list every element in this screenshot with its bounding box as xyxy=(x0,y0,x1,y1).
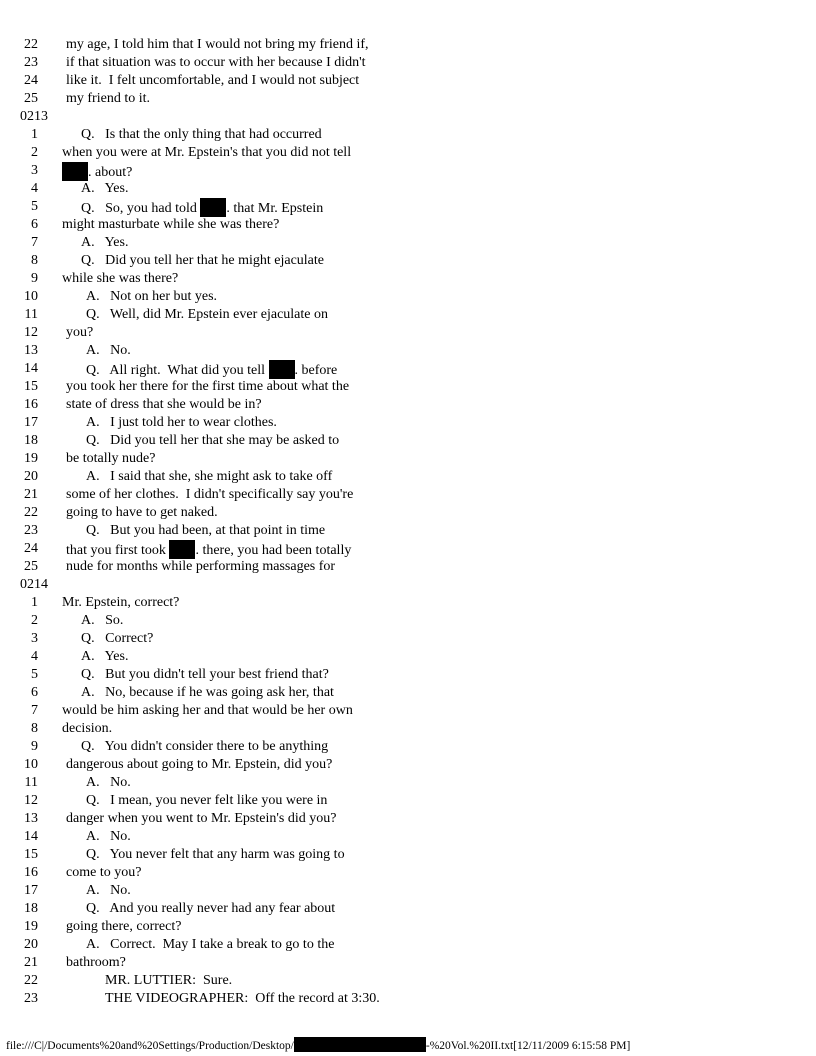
transcript-line xyxy=(0,360,816,378)
line-number: 13 xyxy=(24,811,38,826)
line-number: 16 xyxy=(24,397,38,412)
footer-path-prefix: file:///C|/Documents%20and%20Settings/Production/Desktop/ xyxy=(6,1040,294,1052)
footer-path-suffix: -%20Vol.%20II.txt[12/11/2009 6:15:58 PM] xyxy=(425,1040,631,1052)
text-segment: THE VIDEOGRAPHER: Off the record at 3:30. xyxy=(105,991,380,1006)
line-number: 6 xyxy=(31,217,38,232)
transcript-line xyxy=(0,126,816,144)
line-number: 24 xyxy=(24,541,38,556)
line-text xyxy=(81,612,123,630)
transcript-line xyxy=(0,324,816,342)
line-text xyxy=(86,522,325,540)
transcript-line xyxy=(0,450,816,468)
transcript-line xyxy=(0,90,816,108)
text-segment: Q. Did you tell her that she may be asked to xyxy=(86,433,340,448)
text-segment: Q. All right. What did you tell xyxy=(86,363,269,378)
transcript-line xyxy=(0,936,816,954)
line-text xyxy=(86,432,339,450)
line-text xyxy=(105,972,232,990)
transcript-line xyxy=(0,810,816,828)
line-number: 17 xyxy=(24,883,38,898)
text-segment: . before xyxy=(294,363,338,378)
line-number: 2 xyxy=(31,145,38,160)
text-segment: A. Not on her but yes. xyxy=(86,289,218,304)
text-segment: Mr. Epstein, correct? xyxy=(62,595,180,610)
line-text xyxy=(66,72,359,90)
line-number: 11 xyxy=(24,307,38,322)
line-text xyxy=(81,180,128,198)
line-number: 22 xyxy=(24,37,38,52)
line-text xyxy=(66,756,332,774)
line-text xyxy=(81,198,323,218)
line-text xyxy=(66,954,126,972)
transcript-line xyxy=(0,216,816,234)
line-text xyxy=(86,774,131,792)
line-number: 19 xyxy=(24,451,38,466)
line-text xyxy=(66,918,181,936)
text-segment: when you were at Mr. Epstein's that you did not tell xyxy=(62,145,352,160)
text-segment: A. No. xyxy=(86,829,131,844)
transcript-line xyxy=(0,54,816,72)
text-segment: be totally nude? xyxy=(66,451,156,466)
line-number: 18 xyxy=(24,901,38,916)
text-segment: A. Yes. xyxy=(81,649,129,664)
transcript-line xyxy=(0,486,816,504)
text-segment: Q. Is that the only thing that had occurred xyxy=(81,127,322,142)
text-segment: Q. But you had been, at that point in time xyxy=(86,523,326,538)
transcript-line xyxy=(0,900,816,918)
transcript-line xyxy=(0,180,816,198)
line-text xyxy=(66,54,366,72)
transcript-line xyxy=(0,342,816,360)
line-text xyxy=(105,990,380,1008)
text-segment: danger when you went to Mr. Epstein's did you? xyxy=(66,811,337,826)
text-segment: bathroom? xyxy=(66,955,126,970)
transcript-body xyxy=(0,36,816,1008)
line-number: 7 xyxy=(31,703,38,718)
redaction-box xyxy=(169,540,195,559)
line-text xyxy=(86,414,277,432)
line-text xyxy=(66,450,155,468)
line-number: 9 xyxy=(31,271,38,286)
text-segment: Q. I mean, you never felt like you were in xyxy=(86,793,328,808)
text-segment: like it. I felt uncomfortable, and I would not subject xyxy=(66,73,360,88)
line-number: 1 xyxy=(31,595,38,610)
page-marker xyxy=(0,576,816,594)
transcript-line xyxy=(0,504,816,522)
transcript-line xyxy=(0,666,816,684)
file-path-footer xyxy=(6,1037,630,1054)
transcript-line xyxy=(0,990,816,1008)
transcript-line xyxy=(0,882,816,900)
line-number: 3 xyxy=(31,163,38,178)
line-text xyxy=(86,468,332,486)
line-text xyxy=(86,342,131,360)
line-number: 12 xyxy=(24,325,38,340)
line-text xyxy=(62,216,279,234)
text-segment: A. I just told her to wear clothes. xyxy=(86,415,277,430)
line-number: 7 xyxy=(31,235,38,250)
text-segment: A. Correct. May I take a break to go to the xyxy=(86,937,335,952)
text-segment: A. Yes. xyxy=(81,181,129,196)
page-marker xyxy=(0,108,816,126)
text-segment: nude for months while performing massages for xyxy=(66,559,336,574)
redaction-box xyxy=(200,198,226,217)
text-segment: Q. Did you tell her that he might ejaculate xyxy=(81,253,324,268)
text-segment: A. Yes. xyxy=(81,235,129,250)
text-segment: . there, you had been totally xyxy=(195,543,352,558)
line-text xyxy=(86,306,328,324)
line-number: 3 xyxy=(31,631,38,646)
line-text xyxy=(66,486,353,504)
line-text xyxy=(81,252,324,270)
line-number: 11 xyxy=(24,775,38,790)
text-segment: A. No. xyxy=(86,775,131,790)
transcript-line xyxy=(0,36,816,54)
text-segment: some of her clothes. I didn't specifically say you're xyxy=(66,487,354,502)
line-text xyxy=(81,126,322,144)
line-number: 10 xyxy=(24,757,38,772)
line-number: 5 xyxy=(31,667,38,682)
text-segment: Q. Correct? xyxy=(81,631,154,646)
line-text xyxy=(86,360,337,380)
line-text xyxy=(86,288,217,306)
line-text xyxy=(86,882,131,900)
text-segment: Q. But you didn't tell your best friend that? xyxy=(81,667,329,682)
text-segment: if that situation was to occur with her because I didn't xyxy=(66,55,366,70)
text-segment: A. No. xyxy=(86,343,131,358)
line-number: 13 xyxy=(24,343,38,358)
transcript-line xyxy=(0,594,816,612)
line-number: 16 xyxy=(24,865,38,880)
transcript-line xyxy=(0,864,816,882)
line-text xyxy=(66,396,262,414)
line-text xyxy=(86,900,335,918)
text-segment: come to you? xyxy=(66,865,142,880)
line-number: 14 xyxy=(24,361,38,376)
line-number: 17 xyxy=(24,415,38,430)
text-segment: Q. You didn't consider there to be anything xyxy=(81,739,329,754)
transcript-line xyxy=(0,828,816,846)
line-number: 23 xyxy=(24,55,38,70)
line-text xyxy=(62,594,179,612)
line-number: 20 xyxy=(24,937,38,952)
text-segment: Q. You never felt that any harm was going to xyxy=(86,847,345,862)
line-number: 24 xyxy=(24,73,38,88)
text-segment: A. So. xyxy=(81,613,124,628)
transcript-line xyxy=(0,432,816,450)
line-number: 4 xyxy=(31,649,38,664)
line-text xyxy=(66,378,349,396)
line-number: 9 xyxy=(31,739,38,754)
line-number: 12 xyxy=(24,793,38,808)
redaction-box xyxy=(62,162,88,181)
line-text xyxy=(86,846,345,864)
transcript-line xyxy=(0,252,816,270)
transcript-line xyxy=(0,558,816,576)
page-number: 0213 xyxy=(20,109,48,124)
line-text xyxy=(81,648,128,666)
line-number: 19 xyxy=(24,919,38,934)
line-number: 21 xyxy=(24,955,38,970)
transcript-line xyxy=(0,846,816,864)
text-segment: state of dress that she would be in? xyxy=(66,397,262,412)
line-number: 15 xyxy=(24,379,38,394)
transcript-line xyxy=(0,72,816,90)
text-segment: Q. So, you had told xyxy=(81,201,201,216)
text-segment: my friend to it. xyxy=(66,91,150,106)
transcript-line xyxy=(0,396,816,414)
line-number: 22 xyxy=(24,505,38,520)
transcript-line xyxy=(0,792,816,810)
transcript-line xyxy=(0,468,816,486)
line-number: 23 xyxy=(24,523,38,538)
text-segment: Q. And you really never had any fear about xyxy=(86,901,336,916)
line-text xyxy=(81,666,329,684)
transcript-line xyxy=(0,198,816,216)
line-text xyxy=(86,792,327,810)
transcript-line xyxy=(0,522,816,540)
text-segment: A. I said that she, she might ask to take off xyxy=(86,469,333,484)
line-text xyxy=(86,828,131,846)
transcript-line xyxy=(0,540,816,558)
line-number: 15 xyxy=(24,847,38,862)
text-segment: might masturbate while she was there? xyxy=(62,217,280,232)
line-number: 6 xyxy=(31,685,38,700)
transcript-line xyxy=(0,378,816,396)
transcript-line xyxy=(0,918,816,936)
line-text xyxy=(62,144,351,162)
line-text xyxy=(81,738,328,756)
line-text xyxy=(81,234,128,252)
text-segment: that you first took xyxy=(66,543,170,558)
transcript-line xyxy=(0,162,816,180)
text-segment: A. No, because if he was going ask her, that xyxy=(81,685,334,700)
line-text xyxy=(62,720,112,738)
transcript-line xyxy=(0,648,816,666)
text-segment: going there, correct? xyxy=(66,919,182,934)
line-text xyxy=(62,162,132,182)
text-segment: you took her there for the first time about what the xyxy=(66,379,350,394)
line-text xyxy=(66,810,336,828)
footer-redaction-box xyxy=(294,1037,426,1052)
line-text xyxy=(66,90,150,108)
line-text xyxy=(81,684,334,702)
text-segment: decision. xyxy=(62,721,113,736)
transcript-line xyxy=(0,684,816,702)
text-segment: . that Mr. Epstein xyxy=(226,201,324,216)
line-text xyxy=(66,864,141,882)
line-number: 21 xyxy=(24,487,38,502)
line-number: 2 xyxy=(31,613,38,628)
text-segment: my age, I told him that I would not bring my friend if, xyxy=(66,37,369,52)
transcript-line xyxy=(0,720,816,738)
text-segment: you? xyxy=(66,325,94,340)
line-number: 5 xyxy=(31,199,38,214)
text-segment: dangerous about going to Mr. Epstein, did you? xyxy=(66,757,333,772)
text-segment: Q. Well, did Mr. Epstein ever ejaculate on xyxy=(86,307,328,322)
line-text xyxy=(81,630,153,648)
transcript-line xyxy=(0,954,816,972)
line-text xyxy=(66,36,369,54)
transcript-line xyxy=(0,972,816,990)
transcript-line xyxy=(0,306,816,324)
line-text xyxy=(62,702,353,720)
line-number: 23 xyxy=(24,991,38,1006)
transcript-line xyxy=(0,288,816,306)
transcript-line xyxy=(0,774,816,792)
transcript-line xyxy=(0,738,816,756)
line-number: 25 xyxy=(24,559,38,574)
line-number: 20 xyxy=(24,469,38,484)
text-segment: while she was there? xyxy=(62,271,179,286)
line-text xyxy=(66,504,218,522)
transcript-line xyxy=(0,234,816,252)
transcript-line xyxy=(0,756,816,774)
text-segment: going to have to get naked. xyxy=(66,505,218,520)
transcript-line xyxy=(0,630,816,648)
line-text xyxy=(86,936,334,954)
line-number: 4 xyxy=(31,181,38,196)
line-number: 1 xyxy=(31,127,38,142)
redaction-box xyxy=(269,360,295,379)
text-segment: MR. LUTTIER: Sure. xyxy=(105,973,233,988)
line-number: 8 xyxy=(31,721,38,736)
transcript-line xyxy=(0,144,816,162)
line-number: 22 xyxy=(24,973,38,988)
line-text xyxy=(66,558,335,576)
line-number: 25 xyxy=(24,91,38,106)
text-segment: A. No. xyxy=(86,883,131,898)
line-text xyxy=(66,324,93,342)
line-number: 10 xyxy=(24,289,38,304)
text-segment: . about? xyxy=(88,165,133,180)
page-number: 0214 xyxy=(20,577,48,592)
text-segment: would be him asking her and that would be her own xyxy=(62,703,353,718)
line-text xyxy=(62,270,178,288)
transcript-line xyxy=(0,414,816,432)
line-number: 8 xyxy=(31,253,38,268)
line-text xyxy=(66,540,351,560)
transcript-line xyxy=(0,702,816,720)
transcript-line xyxy=(0,612,816,630)
line-number: 14 xyxy=(24,829,38,844)
line-number: 18 xyxy=(24,433,38,448)
transcript-line xyxy=(0,270,816,288)
